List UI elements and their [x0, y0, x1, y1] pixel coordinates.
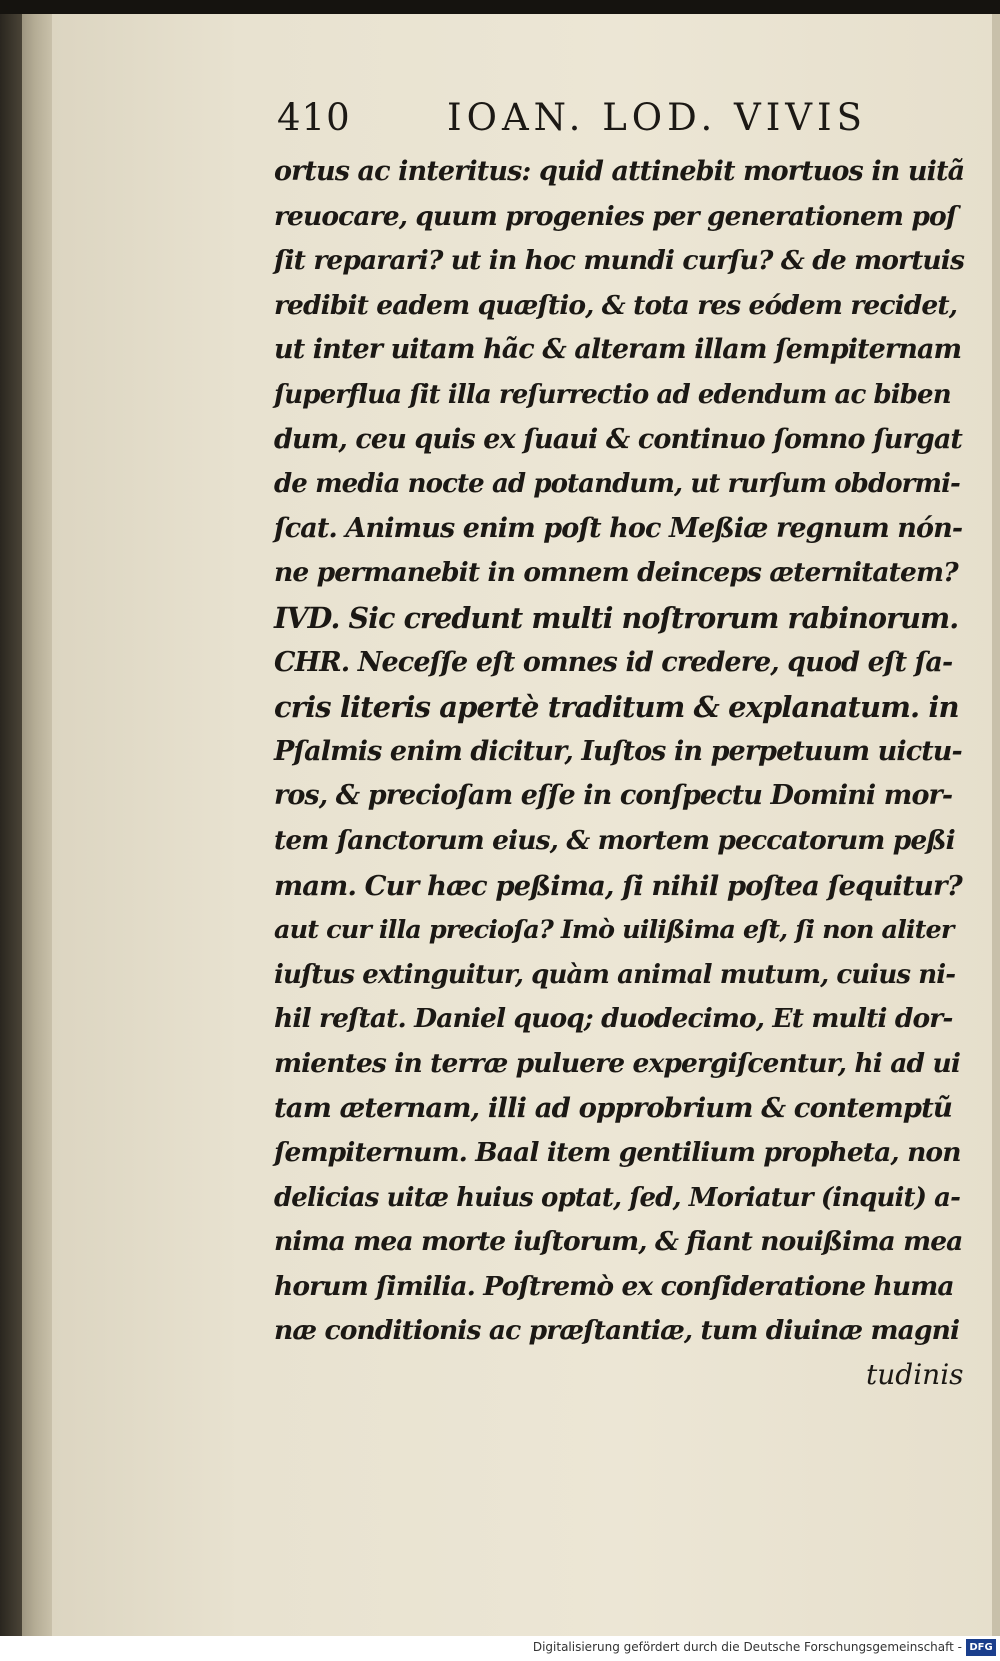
digitization-footer	[0, 1636, 1000, 1661]
text-line: reuocare, quum progenies per generationem poſ	[274, 200, 957, 232]
text-line: ros, & precioſam eſſe in conſpectu Domini mor-	[274, 780, 953, 812]
text-line: ſit reparari? ut in hoc mundi curſu? & de mortuis	[274, 245, 964, 277]
text-line: IVD. Sic credunt multi noſtrorum rabinorum.	[274, 600, 959, 635]
text-line: ſempiternum. Baal item gentilium propheta, non	[274, 1137, 961, 1169]
text-line: tam æternam, illi ad opprobrium & contemptũ	[274, 1092, 953, 1125]
text-line: de media nocte ad potandum, ut rurſum obdormi-	[274, 469, 960, 500]
text-line: dum, ceu quis ex ſuaui & continuo ſomno ſurgat	[274, 423, 962, 455]
page-gutter	[22, 14, 52, 1636]
text-line: næ conditionis ac præſtantiæ, tum diuinæ magni	[274, 1315, 960, 1347]
text-line: ſuperflua ſit illa reſurrectio ad edendum ac biben	[274, 379, 951, 410]
page-number: 410	[277, 96, 351, 139]
text-line: hil reſtat. Daniel quoq; duodecimo, Et multi dor-	[274, 1003, 953, 1035]
text-line: mientes in terræ puluere expergiſcentur, hi ad ui	[274, 1047, 960, 1079]
text-line: nima mea morte iuſtorum, & fiant nouißima mea	[274, 1226, 963, 1258]
text-line: ſcat. Animus enim poſt hoc Meßiæ regnum nón-	[274, 512, 963, 544]
text-line: redibit eadem quæſtio, & tota res eódem recidet,	[274, 289, 958, 321]
top-shadow	[0, 0, 1000, 14]
text-line: cris literis apertè traditum & explanatum. in	[274, 690, 959, 725]
book-edge	[0, 14, 22, 1636]
catchword: tudinis	[866, 1358, 964, 1391]
body-text	[274, 150, 964, 1354]
dfg-logo-icon: DFG	[966, 1639, 996, 1656]
funding-credit: Digitalisierung gefördert durch die Deutsche Forschungsgemeinschaft -	[532, 1640, 962, 1654]
running-title: IOAN. LOD. VIVIS	[447, 96, 867, 139]
text-line: delicias uitæ huius optat, ſed, Moriatur (inquit) a-	[274, 1182, 961, 1213]
text-line: Pſalmis enim dicitur, Iuſtos in perpetuum uictu-	[274, 735, 962, 767]
text-line: CHR. Neceſſe eſt omnes id credere, quod eſt ſa-	[274, 646, 953, 678]
text-line: horum ſimilia. Poſtremò ex conſideratione huma	[274, 1270, 954, 1302]
text-line: aut cur illa precioſa? Imò uilißima eſt, ſi non aliter	[274, 915, 954, 946]
text-line: ne permanebit in omnem deinceps æternitatem?	[274, 557, 958, 589]
running-head	[277, 96, 957, 152]
page-fore-edge	[992, 14, 1000, 1636]
text-line: ut inter uitam hãc & alteram illam ſempiternam	[274, 334, 962, 366]
text-line: tem ſanctorum eius, & mortem peccatorum peßi	[274, 824, 955, 856]
text-line: ortus ac interitus: quid attinebit mortuos in uitã	[274, 156, 965, 187]
text-line: iuſtus extinguitur, quàm animal mutum, cuius ni-	[274, 959, 956, 990]
text-line: mam. Cur hæc peßima, ſi nihil poſtea ſequitur?	[274, 869, 962, 902]
